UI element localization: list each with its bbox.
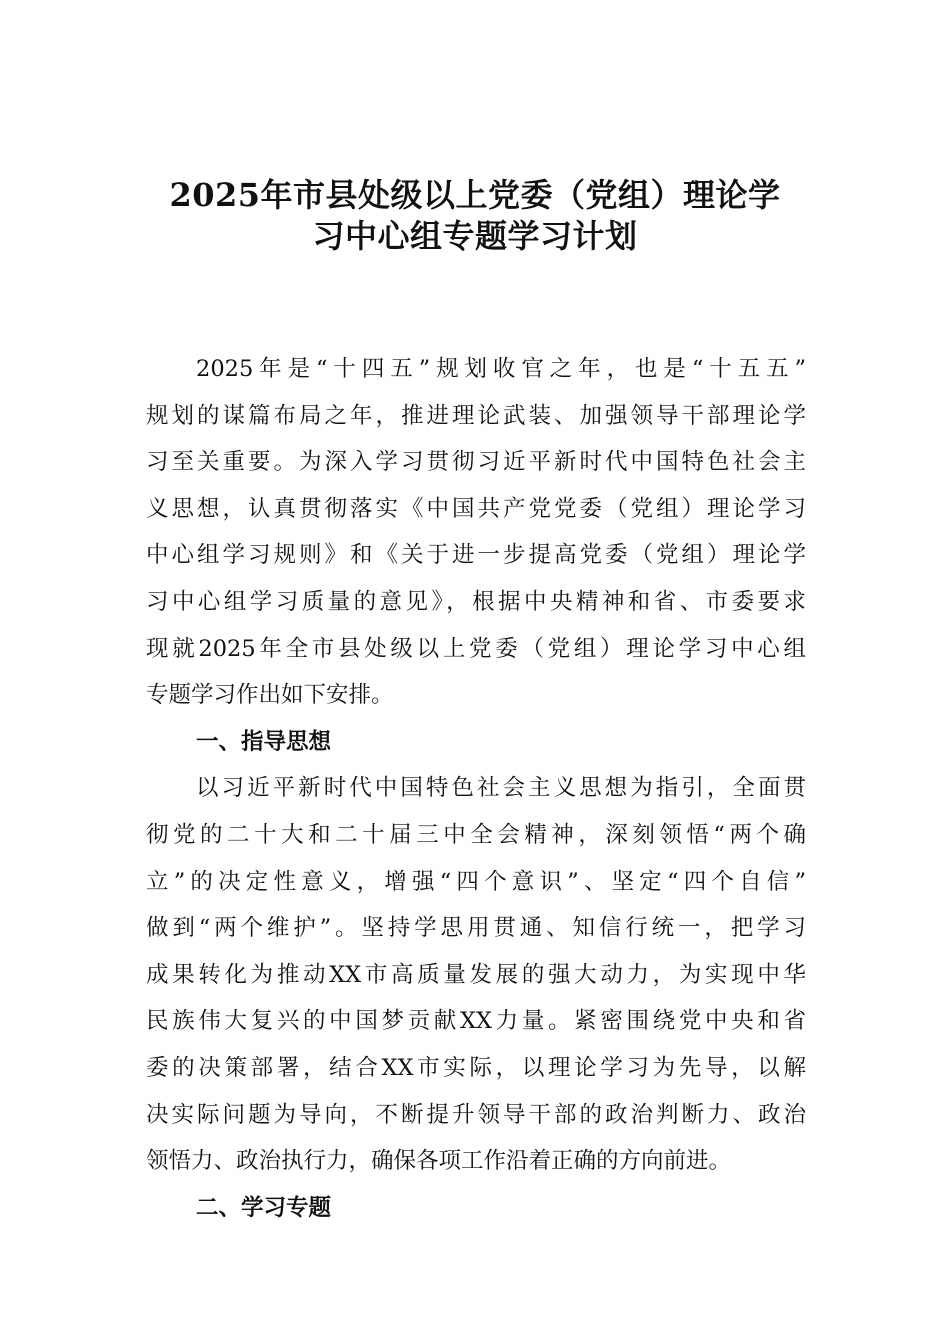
section1-line: 委的决策部署，结合XX市实际，以理论学习为先导，以解: [146, 1054, 806, 1081]
intro-line: 义思想，认真贯彻落实《中国共产党党委（党组）理论学习: [146, 495, 806, 522]
intro-line: 专题学习作出如下安排。: [146, 682, 394, 709]
section1-line: 领悟力、政治执行力，确保各项工作沿着正确的方向前进。: [146, 1148, 732, 1175]
section1-line: 以习近平新时代中国特色社会主义思想为指引，全面贯: [196, 775, 806, 802]
document-title-line-1: 2025年市县处级以上党委（党组）理论学: [169, 176, 781, 214]
section1-line: 决实际问题为导向，不断提升领导干部的政治判断力、政治: [146, 1101, 806, 1128]
section1-line: 做到“两个维护”。坚持学思用贯通、知信行统一，把学习: [146, 915, 806, 942]
intro-line: 习至关重要。为深入学习贯彻习近平新时代中国特色社会主: [146, 449, 806, 476]
section-heading-study-topics: 二、学习专题: [196, 1194, 332, 1221]
intro-line: 2025年是“十四五”规划收官之年，也是“十五五”: [196, 356, 806, 382]
intro-line: 习中心组学习质量的意见》，根据中央精神和省、市委要求: [146, 588, 806, 615]
section1-line: 成果转化为推动XX市高质量发展的强大动力，为实现中华: [146, 961, 806, 988]
section1-line: 彻党的二十大和二十届三中全会精神，深刻领悟“两个确: [146, 821, 806, 848]
document-body: [146, 346, 806, 1231]
section1-line: 立”的决定性意义，增强“四个意识”、坚定“四个自信”: [146, 868, 806, 895]
section-heading-guiding-thought: 一、指导思想: [196, 728, 332, 755]
intro-line: 现就2025年全市县处级以上党委（党组）理论学习中心组: [146, 635, 806, 662]
document-title-line-2: 习中心组专题学习计划: [312, 217, 638, 255]
intro-line: 规划的谋篇布局之年，推进理论武装、加强领导干部理论学: [146, 402, 806, 429]
section1-line: 民族伟大复兴的中国梦贡献XX力量。紧密围绕党中央和省: [146, 1008, 806, 1035]
intro-line: 中心组学习规则》和《关于进一步提高党委（党组）理论学: [146, 542, 806, 569]
